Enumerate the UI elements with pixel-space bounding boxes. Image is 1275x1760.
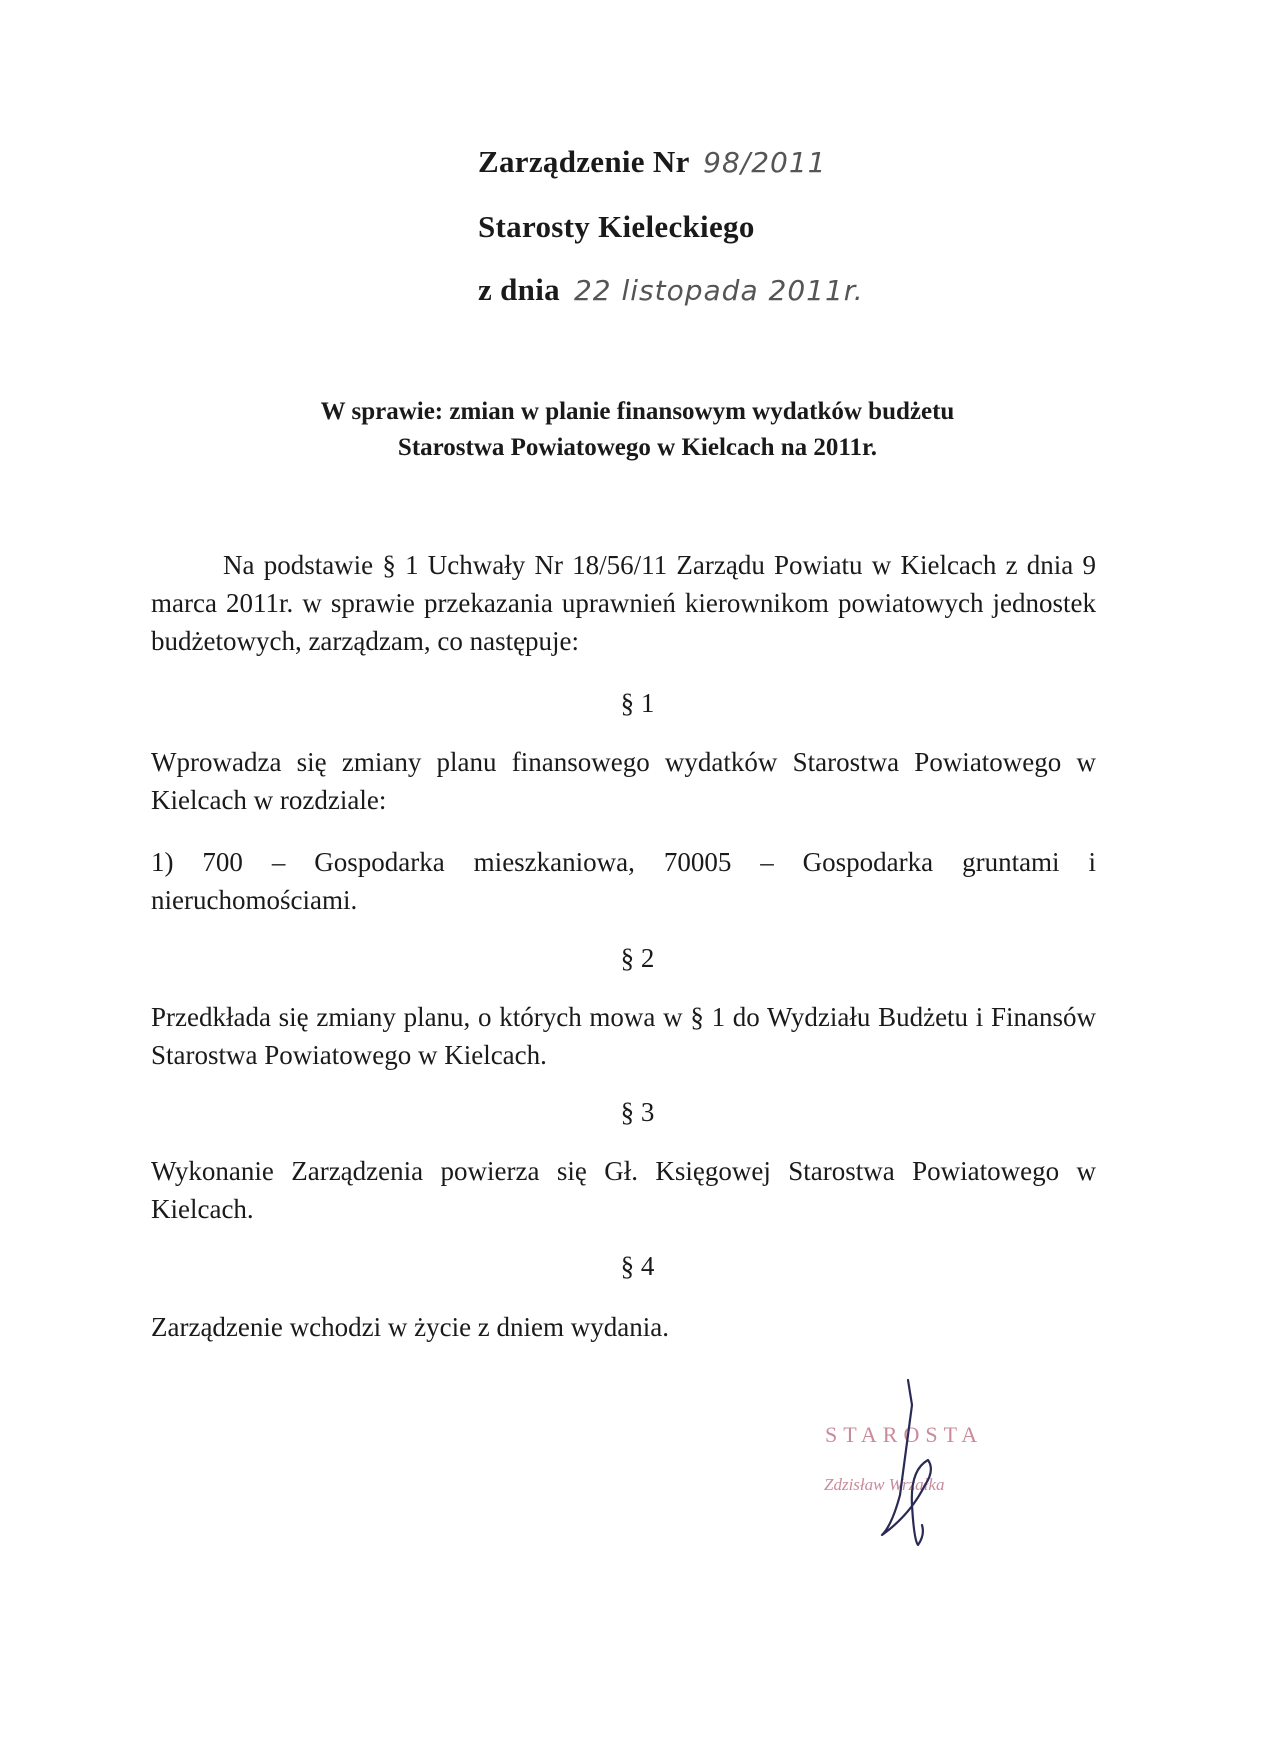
section-mark-2: § 2 <box>620 943 655 973</box>
stamp-title: STAROSTA <box>825 1422 984 1447</box>
order-issuer: Starosty Kieleckiego <box>478 209 755 244</box>
section-mark-1: § 1 <box>620 688 655 718</box>
section-1-item: 1) 700 – Gospodarka mieszkaniowa, 70005 – Gospodarka gruntami i nieruchomościami. <box>151 847 1096 915</box>
order-title <box>478 146 827 177</box>
section-mark-4: § 4 <box>620 1251 655 1281</box>
stamp-name: Zdzisław Wrzałka <box>824 1475 945 1494</box>
section-4-text: Zarządzenie wchodzi w życie z dniem wydania. <box>151 1312 669 1342</box>
order-subject-line-1: W sprawie: zmian w planie finansowym wydatków budżetu <box>320 398 955 425</box>
order-subject <box>0 394 1275 466</box>
preamble-text: Na podstawie § 1 Uchwały Nr 18/56/11 Zarządu Powiatu w Kielcach z dnia 9 marca 2011r. w sprawie przekazania uprawnień kierownikom powiatowych jednostek budżetowych, zarządzam, co następuje: <box>151 550 1096 656</box>
order-date <box>478 274 864 305</box>
order-subject-line-2: Starostwa Powiatowego w Kielcach na 2011r. <box>397 434 878 461</box>
order-date-handwritten: 22 listopada 2011r. <box>573 274 864 307</box>
section-mark-3: § 3 <box>620 1097 655 1127</box>
section-2-text: Przedkłada się zmiany planu, o których mowa w § 1 do Wydziału Budżetu i Finansów Starostwa Powiatowego w Kielcach. <box>151 1002 1096 1070</box>
section-3-text: Wykonanie Zarządzenia powierza się Gł. Księgowej Starostwa Powiatowego w Kielcach. <box>151 1156 1096 1224</box>
order-date-prefix: z dnia <box>478 272 560 307</box>
preamble-paragraph <box>151 546 1096 660</box>
order-title-prefix: Zarządzenie Nr <box>478 144 690 179</box>
section-1-text: Wprowadza się zmiany planu finansowego wydatków Starostwa Powiatowego w Kielcach w rozdziale: <box>151 747 1096 815</box>
order-number-handwritten: 98/2011 <box>703 146 827 179</box>
handwritten-signature <box>840 1375 970 1565</box>
